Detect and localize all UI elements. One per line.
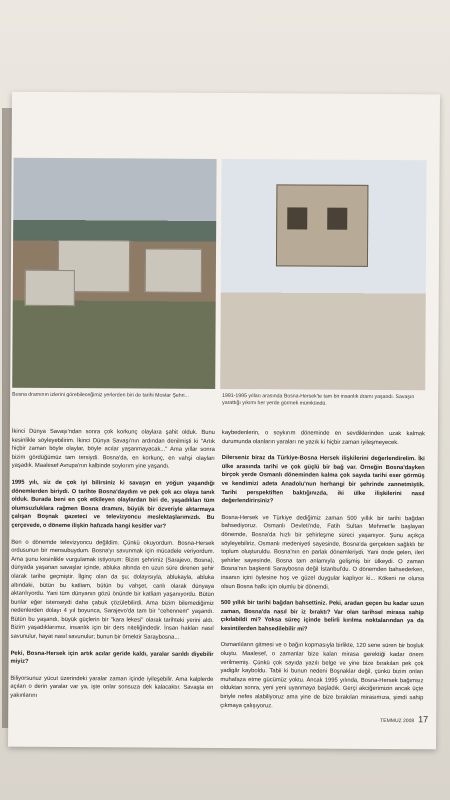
paragraph: Ben o dönemde televizyoncu değildim. Çünkü okuyordum. Bosna-Hersek ordusunun bir mensubuydum. Bosna'yı savunmak için mücadele veriyordum. Ama şunu kesinlikle vurgulamak istiyorum: Bizim şehrimiz (Sarajevo, Bosna), dünyada yaşanan savaşlar içinde, abluka altında en uzun süre direnen şehir olarak tarihe geçmiştir. İlginç olan da şu; dolayısıyla, ablukayla, abluka altındaki, bütün bu katliam, bütün bu vahşet, canlı olarak dünyaya aktarılıyordu. Yani tüm dünyanın gözü önünde bir katliam yaşanıyordu. Bütün bunlar eğer istenseydi daha çabuk çözülebilirdi. Ama bizim bilemediğimiz nedenlerden dolayı 4 yıl boyunca, Sarajevo'da tam bir "cehennem" yaşandı. Bütün bu yaşandı, büyük güçlerin bir "kara lekesi" olarak tarihteki yerini aldı. Bizim yaşadıklarımız, insanlık için bir ders niteliğindedir. İnsan hakları nasıl savunulur, hayat nasıl savunulur; bunun bir örnektir Saraybosna... xyxy=(10,539,215,641)
destroyed-house-photo xyxy=(220,159,426,390)
mostar-city-photo xyxy=(12,158,216,389)
photo-caption-right: 1991-1995 yılları arasında Bosna-Hersek'te tam bir insanlık dramı yaşandı. Savaşın yarattığı yıkımı her yerde görmek mümkündü. xyxy=(222,392,415,407)
question: Peki, Bosna-Hersek için artık acılar geride kaldı, yaralar sarıldı diyebilir miyiz? xyxy=(10,650,214,666)
photo-caption-left: Bosna dramının izlerini görebileceğimiz yerlerden biri de tarihi Mostar Şehri... xyxy=(12,391,189,399)
page-footer xyxy=(380,714,428,724)
article-column-left xyxy=(10,428,215,710)
paragraph: İkinci Dünya Savaşı'ndan sonra çok korkunç olaylara şahit olduk. Bunu kesinlikle söyleyebilirim. İkinci Dünya Savaşı'nın ardından denilmişti ki "Artık hiçbir zaman böyle olaylar, böyle acılar yaşanmayacak..." Ama yıllar sonra bizim gördüğümüz tam tersiydi. Bosna'da, en korkunç, en vahşi olayları yaşadık. Maalesef Avrupa'nın kalbinde soykırım yine yaşandı. xyxy=(11,428,215,471)
ruined-building xyxy=(276,184,368,267)
paragraph: Bosna-Hersek ve Türkiye dediğimiz zaman 500 yıllık bir tarihi bağdan bahsediyoruz. Osmanlı Devleti'nde, Fatih Sultan Mehmet'le başlayan dönemde, Bosna'da hızlı bir şehirleşme süreci yaşanıyor. Şunu açıkça söyleyebiliriz, Osmanlı medeniyeti sayesinde, Bosna'da gerçekten sağlıklı bir toplum oluşturuldu. Bosna'nın en parlak dönemleriydi. Yani önde gelen, ileri şehirler sayesinde, Bosna tam anlamıyla gelişmiş bir ülkeydi. O zaman Bosna'nın başkenti Saraybosna değil İstanbul'du. O dönemden bahsederken, insanın içini öylesine hoş ve güzel duygular kaplıyor ki... Kökeni ne olursa olsun Bosna halkı için olumlu bir dönemdi. xyxy=(220,514,425,591)
magazine-page xyxy=(8,92,440,750)
paragraph: Biliyorsunuz yücut üzerindeki yaralar zaman içinde iyileşebilir. Ama kalplerde açılan o derin yaralar var ya, işte onlar sonsuza dek kalacaktır. Savaşta en yakınlarını xyxy=(10,675,214,699)
question: Dilerseniz biraz da Türkiye-Bosna Hersek ilişkilerini değerlendirelim. İki ülke arasında tarihi ve çok güçlü bir bağ var. Örneğin Bosna'dayken birçok yerde Osmanlı döneminden kalma çok sayıda tarihi eser görmüş ve kendimizi adeta Anadolu'nun herhangi bir şehrinde zannetmiştik. Tarihi perspektiften baktığınızda, iki ülke ilişkilerini nasıl değerlendirirsiniz? xyxy=(221,455,425,505)
paragraph: Osmanlıların gitmesi ve o bağın kopmasıyla birlikte, 120 sene süren bir boşluk oluştu. Maalesef, o zamanlar bize kalan mirasa gerektiği kadar önem verilmemiş. Çünkü çok sayıda yazılı belge ve yine bize bırakılan pek çok yadigâr kayboldu. Tabii ki bunun nedeni Boşnaklar değil, çünkü bizim onları muhafaza etme gücümüz yoktu. Ancak 1995 yılında, Bosna-Hersek bağımsız olduktan sonra, yeni yeni uyanmaya başladık. Gerçi akciğerimizin ancak üçte biriyle nefes alabiliyoruz ama yine de bize bırakılan mirasımıza, şimdi sahip çıkmaya çalışıyoruz. xyxy=(220,642,424,709)
page-number: 17 xyxy=(418,714,429,725)
magazine-issue: TEMMUZ 2008 xyxy=(380,717,415,725)
article-column-right xyxy=(220,429,425,719)
paragraph: kaybedenlerin, o soykırım döneminde en sevdiklerinden uzak kalmak durumunda olanların yaraları ne yazık ki hiçbir zaman iyileşmeyecek. xyxy=(221,429,425,446)
question: 1995 yılı, siz de çok iyi bilirsiniz ki savaşın en yoğun yaşandığı dönemlerden biriydi. O tarihte Bosna'daydım ve pek çok acı olaya tanık olduk. Burada beni en çok etkileyen olaylardan biri de, yaşadıkları tüm olumsuzluklara rağmen Bosna dramını, büyük bir özveriyle aktarmaya çalışan Boşnak gazeteci ve televizyoncu meslektaşlarımızdı. Bu çerçevede, o döneme ilişkin hafızada hangi kesitler var? xyxy=(11,479,215,530)
question: 500 yıllık bir tarihi bağdan bahsettiniz. Peki, aradan geçen bu kadar uzun zaman, Bosna'da nasıl bir iz bıraktı? Var olan tarihsel mirasa sahip çıkılabildi mi? Yoksa süreç içinde belirli kırılma noktalarından ya da kesintilerden bahsedilebilir mi? xyxy=(220,600,424,633)
